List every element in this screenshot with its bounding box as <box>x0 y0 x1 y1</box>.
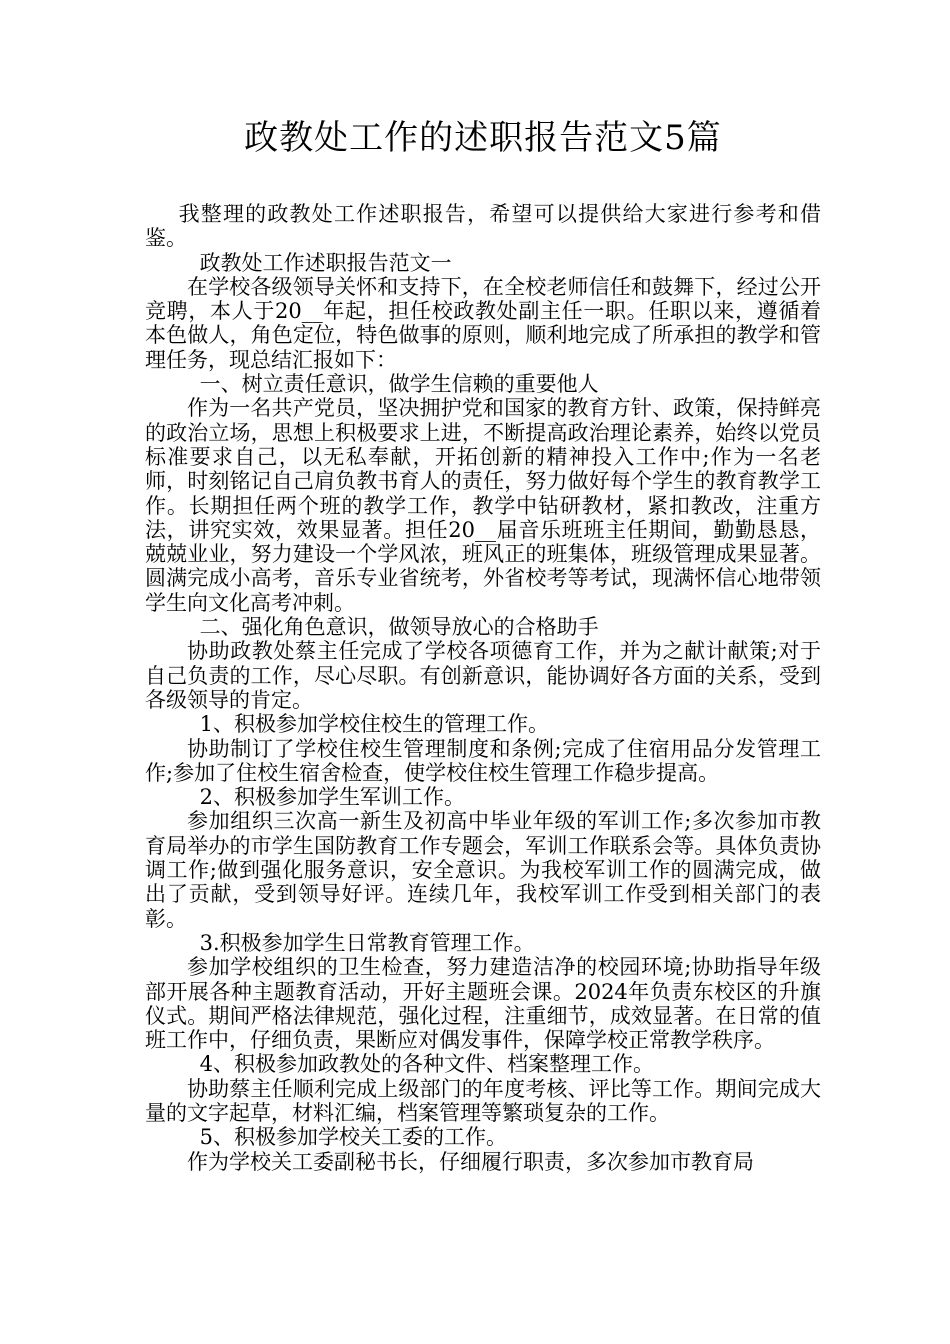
subsection-heading: 2、积极参加学生军训工作。 <box>199 785 465 810</box>
subsection-heading: 5、积极参加学校关工委的工作。 <box>199 1125 507 1150</box>
subsection-heading: 4、积极参加政教处的各种文件、档案整理工作。 <box>199 1052 654 1077</box>
body-paragraph: 作为一名共产党员，坚决拥护党和国家的教育方针、政策，保持鲜亮的政治立场，思想上积极要求上进，不断提高政治理论素养，始终以党员标准要求自己，以无私奉献，开拓创新的精神投入工作中;作为一名老师，时刻铭记自己肩负教书育人的责任，努力做好每个学生的教育教学工作。长期担任两个班的教学工作，教学中钻研教材，紧扣教改，注重方法，讲究实效，效果显著。担任20__届音乐班班主任期间，勤勤恳恳，兢兢业业，努力建设一个学风浓，班风正的班集体，班级管理成果显著。圆满完成小高考，音乐专业省统考，外省校考等考试，现满怀信心地带领学生向文化高考冲刺。 <box>145 396 821 615</box>
intro-paragraph: 我整理的政教处工作述职报告，希望可以提供给大家进行参考和借鉴。 <box>145 202 821 251</box>
body-paragraph: 协助制订了学校住校生管理制度和条例;完成了住宿用品分发管理工作;参加了住校生宿舍检查，使学校住校生管理工作稳步提高。 <box>145 736 821 785</box>
subsection-heading: 3.积极参加学生日常教育管理工作。 <box>199 930 535 955</box>
body-paragraph: 在学校各级领导关怀和支持下，在全校老师信任和鼓舞下，经过公开竞聘，本人于20__年起，担任校政教处副主任一职。任职以来，遵循着本色做人，角色定位，特色做事的原则，顺利地完成了所承担的教学和管理任务，现总结汇报如下： <box>145 274 821 372</box>
subsection-heading: 1、积极参加学校住校生的管理工作。 <box>199 712 549 737</box>
body-paragraph: 协助政教处蔡主任完成了学校各项德育工作，并为之献计献策;对于自己负责的工作，尽心尽职。有创新意识，能协调好各方面的关系，受到各级领导的肯定。 <box>145 639 821 712</box>
body-paragraph: 参加学校组织的卫生检查，努力建造洁净的校园环境;协助指导年级部开展各种主题教育活动，开好主题班会课。2024年负责东校区的升旗仪式。期间严格法律规范，强化过程，注重细节，成效显著。在日常的值班工作中，仔细负责，果断应对偶发事件，保障学校正常教学秩序。 <box>145 955 821 1053</box>
body-paragraph: 协助蔡主任顺利完成上级部门的年度考核、评比等工作。期间完成大量的文字起草，材料汇编，档案管理等繁琐复杂的工作。 <box>145 1076 821 1125</box>
document-page <box>145 118 821 1174</box>
document-title: 政教处工作的述职报告范文5篇 <box>244 118 722 158</box>
body-paragraph: 参加组织三次高一新生及初高中毕业年级的军训工作;多次参加市教育局举办的市学生国防教育工作专题会，军训工作联系会等。具体负责协调工作;做到强化服务意识，安全意识。为我校军训工作的圆满完成，做出了贡献，受到领导好评。连续几年，我校军训工作受到相关部门的表彰。 <box>145 809 821 931</box>
section-heading: 二、强化角色意识，做领导放心的合格助手 <box>199 615 599 640</box>
section-heading: 一、树立责任意识，做学生信赖的重要他人 <box>199 372 599 397</box>
section-heading: 政教处工作述职报告范文一 <box>199 250 452 275</box>
body-paragraph: 作为学校关工委副秘书长，仔细履行职责，多次参加市教育局 <box>187 1149 754 1174</box>
